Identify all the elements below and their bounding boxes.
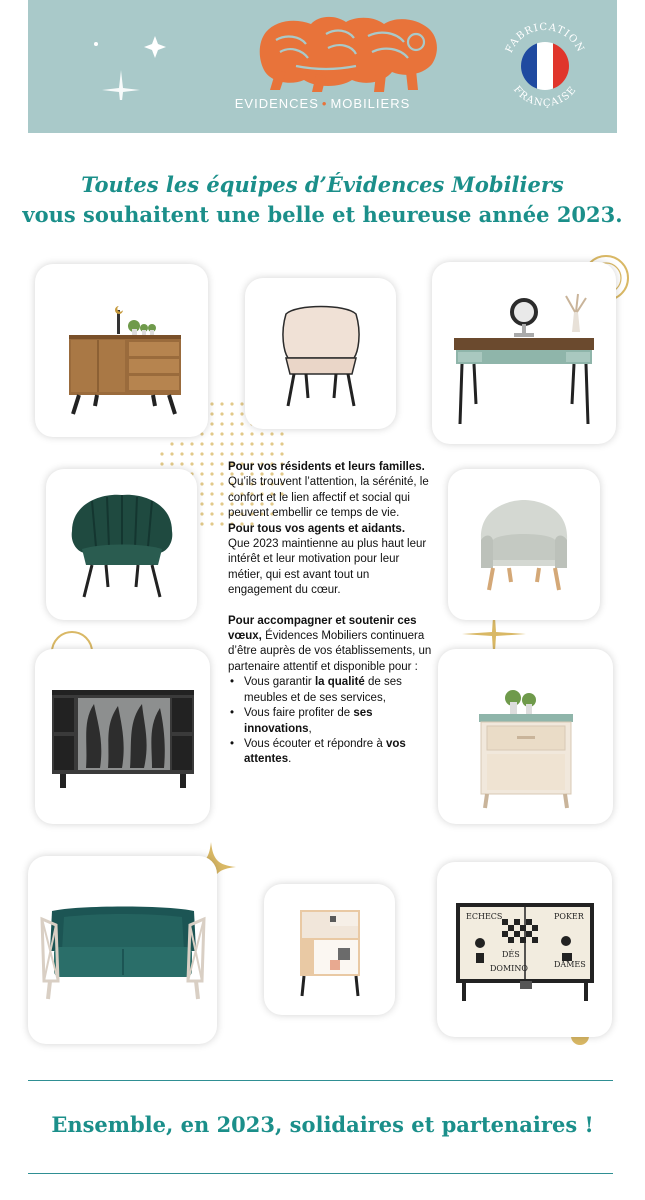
pattern-dot (220, 442, 223, 445)
pattern-dot (240, 422, 243, 425)
pattern-dot (170, 452, 173, 455)
pattern-dot (250, 452, 253, 455)
list-item: • Vous garantir la qualité de ses meubles et de ses services, (228, 675, 433, 706)
pattern-dot (240, 442, 243, 445)
pattern-dot (160, 452, 163, 455)
pattern-dot (200, 512, 203, 515)
games-label-dames: DAMES (553, 959, 586, 969)
pattern-dot (220, 452, 223, 455)
pattern-dot (240, 452, 243, 455)
pattern-dot (210, 432, 213, 435)
divider-top (28, 1080, 613, 1081)
product-card-tub-armchair[interactable] (448, 469, 600, 620)
divider-bottom (28, 1173, 613, 1174)
product-card-sideboard-walnut[interactable] (35, 264, 208, 437)
pattern-dot (220, 482, 223, 485)
pattern-dot (260, 442, 263, 445)
pattern-dot (240, 402, 243, 405)
message-p1-text: Qu’ils trouvent l’attention, la sérénité, le confort et le lien affectif et social qui peuvent embellir ce temps de vie. (228, 476, 429, 520)
pattern-dot (180, 462, 183, 465)
pattern-dot (190, 452, 193, 455)
greeting-line-1: Toutes les équipes d’Évidences Mobiliers (81, 172, 564, 197)
pattern-dot (280, 432, 283, 435)
pattern-dot (280, 442, 283, 445)
shell-armchair-image (62, 487, 182, 602)
pattern-dot (230, 432, 233, 435)
greeting-message (228, 460, 433, 768)
pattern-dot (220, 522, 223, 525)
pattern-dot (210, 512, 213, 515)
pattern-dot (200, 492, 203, 495)
list-item: • Vous écouter et répondre à vos attentes. (228, 737, 433, 768)
pattern-dot (220, 502, 223, 505)
badge-text-bottom: FRANÇAISE (511, 84, 580, 110)
tub-armchair-image (469, 490, 579, 600)
pattern-dot (230, 402, 233, 405)
pattern-dot (240, 432, 243, 435)
pattern-dot (220, 422, 223, 425)
games-label-echecs: ECHECS (465, 911, 502, 921)
griffin-lion-logo (256, 12, 442, 94)
pattern-dot (180, 452, 183, 455)
pattern-dot (200, 502, 203, 505)
pattern-dot (160, 462, 163, 465)
pattern-dot (210, 492, 213, 495)
message-p2-heading: Pour tous vos agents et aidants. (228, 522, 406, 535)
games-label-domino: DOMINO (489, 963, 528, 973)
sideboard-games-image (450, 895, 600, 1005)
pattern-dot (220, 402, 223, 405)
product-card-nightstand-patchwork[interactable] (264, 884, 395, 1015)
product-card-shell-armchair[interactable] (46, 469, 197, 620)
nightstand-patchwork-image (290, 900, 370, 1000)
header-banner (28, 0, 617, 133)
pattern-dot (200, 462, 203, 465)
pattern-dot (200, 522, 203, 525)
brand-name: EVIDENCES • MOBILIERS (234, 96, 411, 111)
product-card-console-desk[interactable] (432, 262, 616, 444)
pattern-dot (250, 432, 253, 435)
pattern-dot (200, 482, 203, 485)
product-card-sofa-green[interactable] (28, 856, 217, 1044)
list-item: • Vous faire profiter de ses innovations, (228, 706, 433, 737)
pattern-dot (260, 432, 263, 435)
pattern-dot (210, 442, 213, 445)
pattern-dot (210, 522, 213, 525)
closing-line: Ensemble, en 2023, solidaires et partenaires ! (51, 1112, 594, 1137)
pattern-dot (270, 442, 273, 445)
greeting-line-2: vous souhaitent une belle et heureuse année 2023. (22, 202, 623, 227)
pattern-dot (180, 442, 183, 445)
games-label-des: DÉS (501, 949, 520, 959)
greeting (0, 170, 645, 230)
pattern-dot (270, 432, 273, 435)
pattern-dot (190, 462, 193, 465)
pattern-dot (220, 472, 223, 475)
message-p2-text: Que 2023 maintienne au plus haut leur intérêt et leur motivation pour leur métier, qui est avant tout un engagement du cœur. (228, 538, 427, 597)
bookcase-sideboard-image (48, 682, 198, 792)
pattern-dot (170, 462, 173, 465)
games-label-poker: POKER (553, 911, 584, 921)
badge-text-top: FABRICATION (503, 21, 587, 55)
product-card-sideboard-games[interactable] (437, 862, 612, 1037)
pattern-dot (190, 442, 193, 445)
pattern-dot (220, 412, 223, 415)
brand-name-right: MOBILIERS (330, 96, 411, 111)
brand-name-left: EVIDENCES (234, 96, 319, 111)
pattern-dot (210, 452, 213, 455)
pattern-dot (230, 442, 233, 445)
pattern-dot (220, 432, 223, 435)
console-desk-image (444, 278, 604, 428)
product-card-bookcase-sideboard[interactable] (35, 649, 210, 824)
sideboard-walnut-image (57, 286, 187, 416)
pattern-dot (210, 472, 213, 475)
product-card-armchair-cream[interactable] (245, 278, 396, 429)
pattern-dot (280, 452, 283, 455)
pattern-dot (170, 442, 173, 445)
pattern-dot (230, 452, 233, 455)
message-p3-text: Évidences Mobiliers continuera d’être auprès de vos établissements, un partenaire attentif et disponible pour : (228, 630, 432, 673)
pattern-dot (230, 422, 233, 425)
pattern-dot (200, 442, 203, 445)
pattern-dot (240, 412, 243, 415)
armchair-cream-image (266, 294, 376, 414)
commitments-list (228, 675, 433, 767)
product-card-nightstand-wood[interactable] (438, 649, 613, 824)
pattern-dot (210, 482, 213, 485)
nightstand-wood-image (471, 662, 581, 812)
pattern-dot (210, 402, 213, 405)
pattern-dot (220, 512, 223, 515)
pattern-dot (200, 472, 203, 475)
fabrication-francaise-badge (495, 16, 595, 116)
pattern-dot (200, 452, 203, 455)
pattern-dot (220, 492, 223, 495)
pattern-dot (210, 462, 213, 465)
pattern-dot (210, 502, 213, 505)
pattern-dot (250, 442, 253, 445)
sparkle-icon (88, 30, 188, 100)
pattern-dot (210, 412, 213, 415)
pattern-dot (220, 462, 223, 465)
message-p3-heading: Pour accompagner et soutenir ces vœux, (228, 614, 417, 643)
pattern-dot (210, 422, 213, 425)
sofa-green-image (38, 895, 208, 1005)
message-p1-heading: Pour vos résidents et leurs familles. (228, 461, 425, 473)
pattern-dot (260, 452, 263, 455)
pattern-dot (270, 452, 273, 455)
pattern-dot (230, 412, 233, 415)
